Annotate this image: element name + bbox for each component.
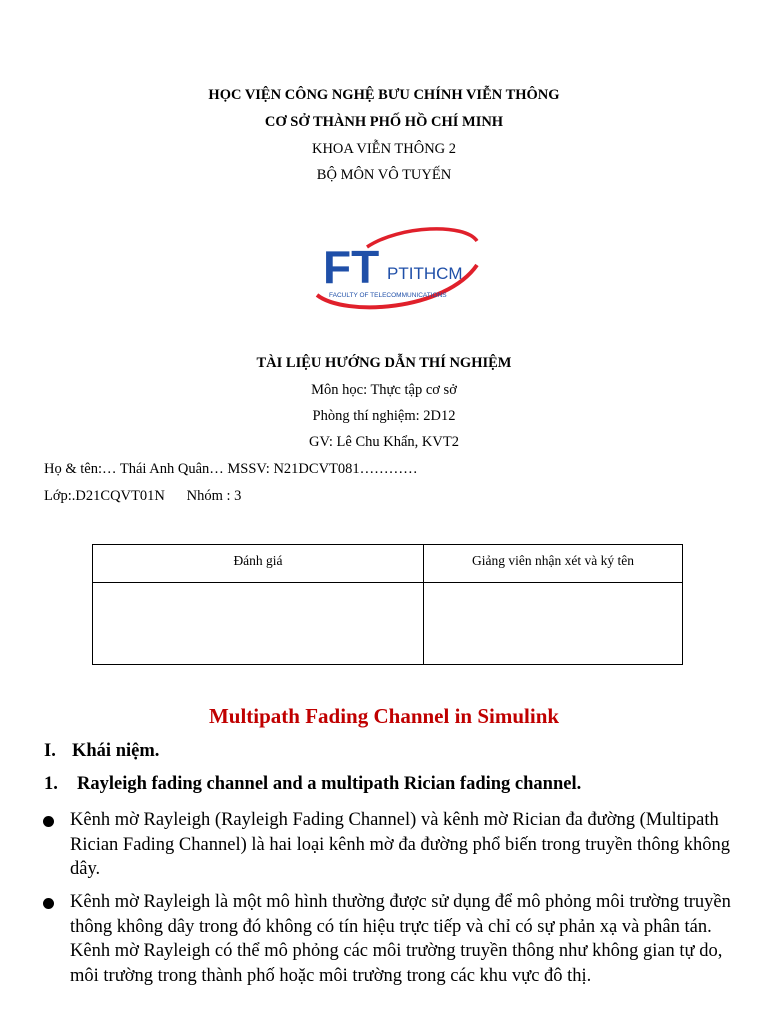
student-name-id: Họ & tên:… Thái Anh Quân… MSSV: N21DCVT081………… xyxy=(44,461,418,477)
logo-ft-text: FT xyxy=(323,241,380,293)
section-title: Multipath Fading Channel in Simulink xyxy=(208,704,560,728)
heading-level2-text: Rayleigh fading channel and a multipath Rician fading channel. xyxy=(77,774,582,794)
header-faculty: KHOA VIỄN THÔNG 2 xyxy=(311,141,457,157)
heading-level1 xyxy=(44,741,159,762)
logo-ptithcm-text: PTITHCM xyxy=(387,264,463,283)
heading-level1-number: I. xyxy=(44,741,56,761)
ft-ptithcm-logo xyxy=(305,225,483,311)
bullet-dot-icon xyxy=(43,816,54,827)
header-department: BỘ MÔN VÔ TUYẾN xyxy=(316,167,452,183)
evaluation-table xyxy=(92,544,683,665)
student-class-group: Lớp:.D21CQVT01N Nhóm : 3 xyxy=(44,488,242,504)
doc-lab: Phòng thí nghiệm: 2D12 xyxy=(312,408,456,424)
bullet-item xyxy=(70,890,740,988)
logo-tagline: FACULTY OF TELECOMMUNICATIONS xyxy=(329,292,447,299)
bullet-text: Kênh mờ Rayleigh là một mô hình thường được sử dụng để mô phỏng môi trường truyền thông không dây trong đó không có tín hiệu trực tiếp và chỉ có sự phản xạ và phân tán. Kênh mờ Rayleigh có thể mô phỏng các môi trường truyền thông như không gian tự do, môi trường trong thành phố hoặc môi trường trong các khu vực đô thị. xyxy=(70,892,731,986)
doc-lecturer: GV: Lê Chu Khẩn, KVT2 xyxy=(309,434,459,450)
header-institute: HỌC VIỆN CÔNG NGHỆ BƯU CHÍNH VIỄN THÔNG xyxy=(208,87,560,103)
heading-level2 xyxy=(44,774,581,795)
heading-level1-text: Khái niệm. xyxy=(72,741,160,761)
eval-cell-grade xyxy=(93,583,424,665)
eval-cell-comment xyxy=(424,583,683,665)
doc-course: Môn học: Thực tập cơ sở xyxy=(311,382,457,398)
eval-header-grade: Đánh giá xyxy=(93,545,424,583)
heading-level2-number: 1. xyxy=(44,774,58,794)
bullet-dot-icon xyxy=(43,898,54,909)
doc-title: TÀI LIỆU HƯỚNG DẪN THÍ NGHIỆM xyxy=(256,355,512,371)
bullet-text: Kênh mờ Rayleigh (Rayleigh Fading Channel) và kênh mờ Rician đa đường (Multipath Rician Fading Channel) là hai loại kênh mờ đa đường phổ biến trong truyền thông không dây. xyxy=(70,810,731,879)
eval-header-comment: Giảng viên nhận xét và ký tên xyxy=(424,545,683,583)
bullet-item xyxy=(70,808,740,882)
header-campus: CƠ SỞ THÀNH PHỐ HỒ CHÍ MINH xyxy=(264,114,504,130)
